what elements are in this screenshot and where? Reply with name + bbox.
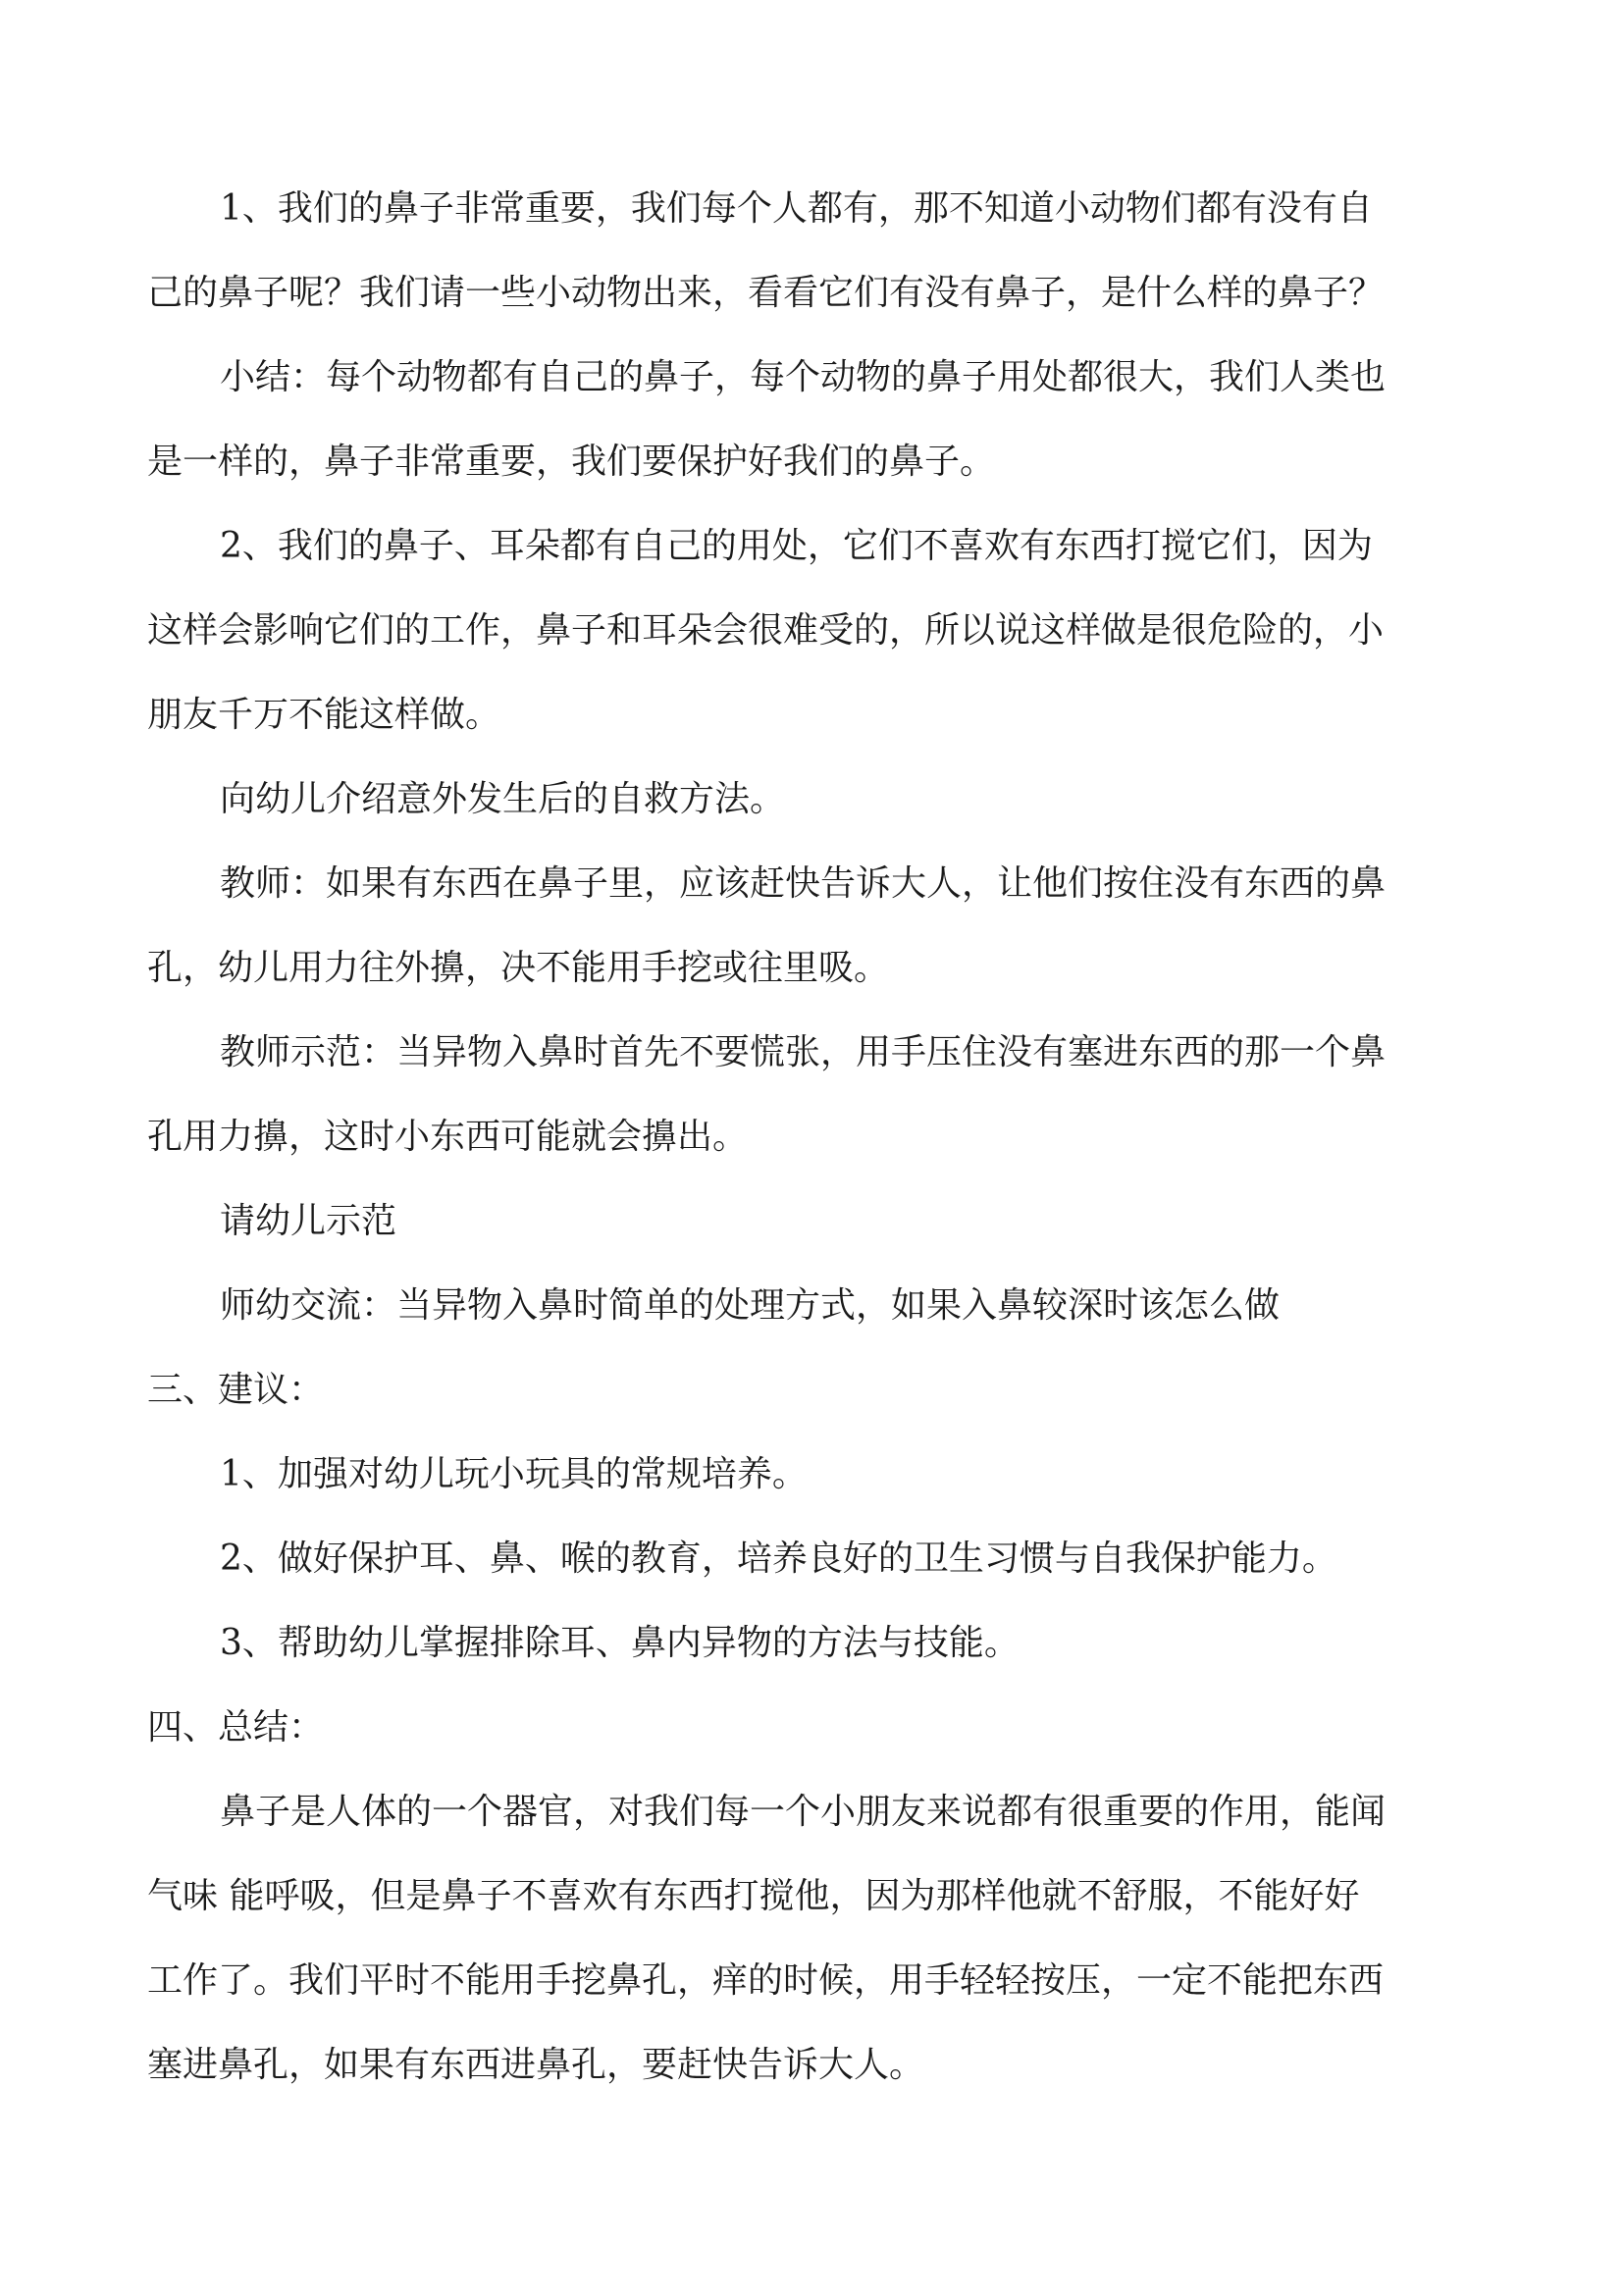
- text-line: 气味 能呼吸，但是鼻子不喜欢有东西打搅他，因为那样他就不舒服，不能好好: [147, 1876, 1360, 1916]
- text-line: 教师示范：当异物入鼻时首先不要慌张，用手压住没有塞进东西的那一个鼻: [220, 1032, 1387, 1072]
- list-item: 3、帮助幼儿掌握排除耳、鼻内异物的方法与技能。: [220, 1623, 1020, 1663]
- text-line: 请幼儿示范: [220, 1201, 397, 1241]
- text-line: 孔，幼儿用力往外擤，决不能用手挖或往里吸。: [147, 948, 890, 988]
- list-item: 1、加强对幼儿玩小玩具的常规培养。: [220, 1454, 808, 1494]
- text-line: 1、我们的鼻子非常重要，我们每个人都有，那不知道小动物们都有没有自: [220, 188, 1373, 229]
- list-item: 2、做好保护耳、鼻、喉的教育，培养良好的卫生习惯与自我保护能力。: [220, 1539, 1337, 1579]
- text-line: 是一样的，鼻子非常重要，我们要保护好我们的鼻子。: [147, 442, 996, 482]
- text-line: 这样会影响它们的工作，鼻子和耳朵会很难受的，所以说这样做是很危险的，小: [147, 610, 1385, 651]
- text-line: 工作了。我们平时不能用手挖鼻孔，痒的时候，用手轻轻按压，一定不能把东西: [147, 1960, 1385, 2001]
- text-line: 教师：如果有东西在鼻子里，应该赶快告诉大人，让他们按住没有东西的鼻: [220, 863, 1387, 904]
- text-line: 2、我们的鼻子、耳朵都有自己的用处，它们不喜欢有东西打搅它们，因为: [220, 526, 1373, 566]
- text-line: 小结：每个动物都有自己的鼻子，每个动物的鼻子用处都很大，我们人类也: [220, 357, 1387, 397]
- section-heading: 三、建议：: [147, 1370, 325, 1410]
- text-line: 师幼交流：当异物入鼻时简单的处理方式，如果入鼻较深时该怎么做: [220, 1285, 1281, 1326]
- text-line: 己的鼻子呢？我们请一些小动物出来，看看它们有没有鼻子，是什么样的鼻子？: [147, 273, 1385, 313]
- text-line: 向幼儿介绍意外发生后的自救方法。: [220, 779, 786, 819]
- document-page: [147, 167, 1482, 2108]
- text-line: 塞进鼻孔，如果有东西进鼻孔，要赶快告诉大人。: [147, 2045, 925, 2085]
- section-heading: 四、总结：: [147, 1707, 325, 1748]
- text-line: 朋友千万不能这样做。: [147, 695, 501, 735]
- text-line: 孔用力擤，这时小东西可能就会擤出。: [147, 1117, 749, 1157]
- text-line: 鼻子是人体的一个器官，对我们每一个小朋友来说都有很重要的作用，能闻: [220, 1792, 1387, 1832]
